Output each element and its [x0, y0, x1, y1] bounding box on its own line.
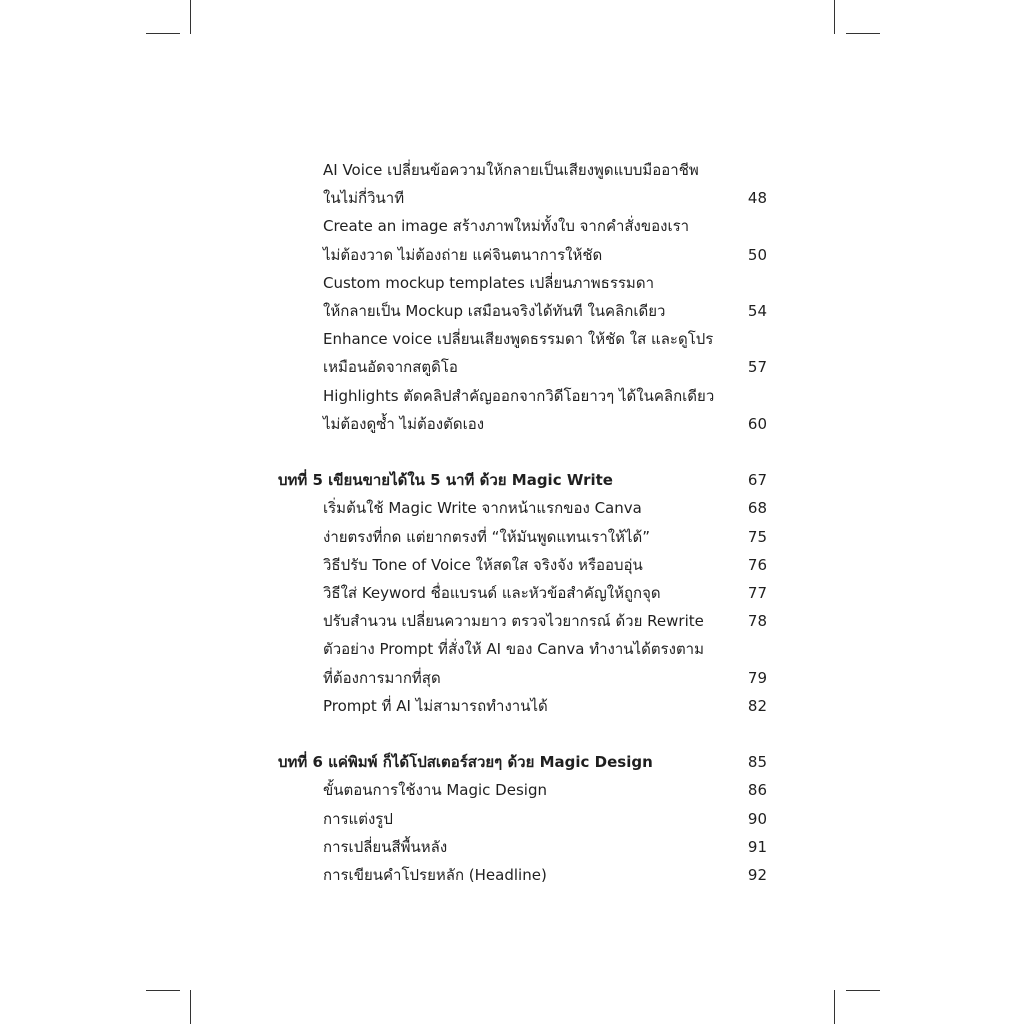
toc-entry-text: Highlights ตัดคลิปสำคัญออกจากวิดีโอยาวๆ ได้ในคลิกเดียว — [323, 386, 715, 405]
toc-entry — [0, 410, 1024, 438]
toc-entry — [0, 833, 1024, 861]
toc-entry — [0, 325, 1024, 353]
crop-mark-top-right-vertical — [834, 0, 835, 34]
chapter-heading — [0, 466, 1024, 494]
toc-entry — [0, 805, 1024, 833]
crop-mark-bottom-left-vertical — [190, 990, 191, 1024]
page-number: 79 — [747, 668, 767, 687]
page-number: 82 — [747, 696, 767, 715]
page-number: 76 — [747, 555, 767, 574]
page-number: 77 — [747, 584, 767, 602]
toc-entry — [0, 664, 1024, 692]
chapter-title: บทที่ 6 แค่พิมพ์ ก็ได้โปสเตอร์สวยๆ ด้วย Magic Design — [278, 753, 653, 772]
toc-entry-text: วิธีใส่ Keyword ชื่อแบรนด์ และหัวข้อสำคัญให้ถูกจุด — [323, 584, 661, 602]
toc-entry — [0, 156, 1024, 184]
toc-entry-text: ตัวอย่าง Prompt ที่สั่งให้ AI ของ Canva ทำงานได้ตรงตาม — [323, 640, 704, 659]
toc-entry — [0, 635, 1024, 663]
chapter-heading — [0, 748, 1024, 776]
crop-mark-top-right-horizontal — [846, 33, 880, 34]
toc-entry-text: การเขียนคำโปรยหลัก (Headline) — [323, 866, 547, 884]
toc-entry — [0, 353, 1024, 381]
toc-entry — [0, 692, 1024, 720]
toc-entry — [0, 269, 1024, 297]
toc-entry — [0, 494, 1024, 522]
page-number: 48 — [747, 189, 767, 208]
toc-entry-text: ให้กลายเป็น Mockup เสมือนจริงได้ทันที ในคลิกเดียว — [323, 302, 666, 320]
page-number: 92 — [747, 866, 767, 884]
toc-entry-text: ไม่ต้องดูซ้ำ ไม่ต้องตัดเอง — [323, 414, 485, 433]
toc-entry — [0, 184, 1024, 212]
crop-mark-bottom-right-vertical — [834, 990, 835, 1024]
chapter-title: บทที่ 5 เขียนขายได้ใน 5 นาที ด้วย Magic Write — [278, 471, 613, 490]
toc-entry-text: Custom mockup templates เปลี่ยนภาพธรรมดา — [323, 273, 654, 292]
page-number: 57 — [747, 358, 767, 377]
toc-entry — [0, 241, 1024, 269]
toc-entry-text: เริ่มต้นใช้ Magic Write จากหน้าแรกของ Canva — [323, 499, 642, 518]
page-number: 78 — [747, 612, 767, 631]
toc-entry-text: การแต่งรูป — [323, 809, 393, 828]
toc-entry — [0, 523, 1024, 551]
page-number: 68 — [747, 499, 767, 518]
toc-entry-text: ไม่ต้องวาด ไม่ต้องถ่าย แค่จินตนาการให้ชัด — [323, 245, 603, 264]
page-number: 67 — [747, 471, 767, 490]
toc-entry-text: การเปลี่ยนสีพื้นหลัง — [323, 837, 448, 856]
toc-entry — [0, 382, 1024, 410]
toc-entry — [0, 212, 1024, 240]
toc-entry-text: ง่ายตรงที่กด แต่ยากตรงที่ “ให้มันพูดแทนเราให้ได้” — [323, 527, 651, 546]
page-number: 91 — [747, 837, 767, 856]
crop-mark-bottom-right-horizontal — [846, 990, 880, 991]
toc-entry — [0, 551, 1024, 579]
crop-mark-top-left-vertical — [190, 0, 191, 34]
toc-entry — [0, 861, 1024, 889]
toc-entry — [0, 607, 1024, 635]
toc-entry-text: AI Voice เปลี่ยนข้อความให้กลายเป็นเสียงพูดแบบมืออาชีพ — [323, 161, 699, 179]
toc-entry-text: ขั้นตอนการใช้งาน Magic Design — [323, 781, 547, 800]
page-number: 54 — [747, 302, 767, 320]
toc-entry-text: ในไม่กี่วินาที — [323, 189, 405, 208]
toc-entry-text: Prompt ที่ AI ไม่สามารถทำงานได้ — [323, 696, 548, 715]
toc-entry-text: เหมือนอัดจากสตูดิโอ — [323, 358, 458, 377]
page-number: 75 — [747, 527, 767, 546]
toc-entry — [0, 776, 1024, 804]
toc-entry-text: ที่ต้องการมากที่สุด — [323, 668, 441, 687]
page-number: 60 — [747, 414, 767, 433]
page-number: 86 — [747, 781, 767, 800]
toc-entry — [0, 297, 1024, 325]
toc-entry-text: Enhance voice เปลี่ยนเสียงพูดธรรมดา ให้ชัด ใส และดูโปร — [323, 330, 714, 349]
page-number: 90 — [747, 809, 767, 828]
page-number: 85 — [747, 753, 767, 772]
toc-entry-text: ปรับสำนวน เปลี่ยนความยาว ตรวจไวยากรณ์ ด้วย Rewrite — [323, 612, 704, 631]
page-number: 50 — [747, 245, 767, 264]
toc-entry-text: Create an image สร้างภาพใหม่ทั้งใบ จากคำสั่งของเรา — [323, 217, 690, 236]
crop-mark-top-left-horizontal — [146, 33, 180, 34]
toc-entry — [0, 579, 1024, 607]
toc-entry-text: วิธีปรับ Tone of Voice ให้สดใส จริงจัง หรืออบอุ่น — [323, 555, 643, 574]
crop-mark-bottom-left-horizontal — [146, 990, 180, 991]
